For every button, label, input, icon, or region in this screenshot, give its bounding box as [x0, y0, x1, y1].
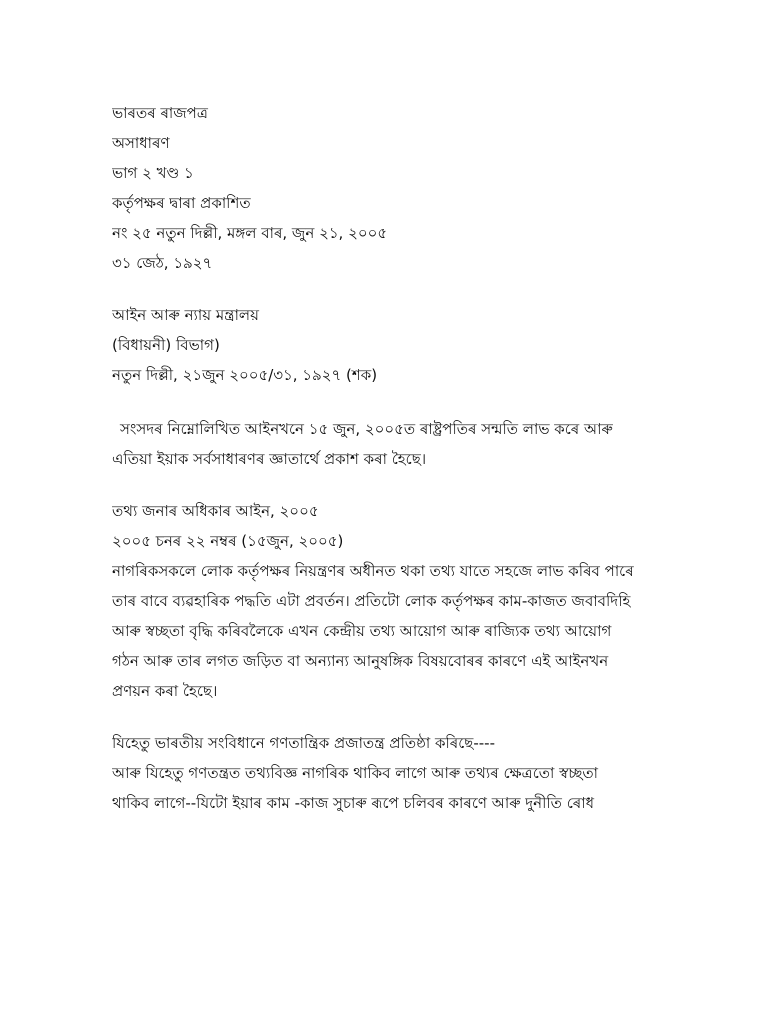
spacer: [112, 474, 728, 496]
spacer: [112, 390, 728, 414]
whereas-line: আৰু যিহেতু গণতন্ত্ৰত তথ্যবিজ্ঞ নাগৰিক থাকিব লাগে আৰু তথ্যৰ ক্ষেত্ৰতো স্বচ্ছতা: [112, 764, 599, 782]
whereas-line: থাকিব লাগে--যিটো ইয়াৰ কাম -কাজ সুচাৰু ৰূপে চলিবৰ কাৰণে আৰু দুনীতি ৰোধ: [112, 794, 594, 812]
act-title: তথ্য জনাৰ অধিকাৰ আইন, ২০০৫: [112, 502, 319, 520]
preamble-line: আৰু স্বচ্ছতা বৃদ্ধি কৰিবলৈকে এখন কেন্দ্ৰীয় তথ্য আয়োগ আৰু ৰাজ্যিক তথ্য আয়োগ: [112, 622, 612, 640]
ministry-name: আইন আৰু ন্যায় মন্ত্ৰালয়: [112, 306, 259, 324]
notice-line: এতিয়া ইয়াক সৰ্বসাধাৰণৰ জ্ঞাতাৰ্থে প্ৰকাশ কৰা হৈছে।: [112, 450, 427, 468]
published-by: কৰ্তৃপক্ষৰ দ্বাৰা প্ৰকাশিত: [112, 194, 251, 212]
saka-date: ৩১ জেঠ, ১৯২৭: [112, 254, 213, 272]
preamble-line: প্ৰণয়ন কৰা হৈছে।: [112, 682, 218, 700]
gazette-type: অসাধাৰণ: [112, 134, 170, 152]
gazette-title: ভাৰতৰ ৰাজপত্ৰ: [112, 104, 208, 122]
act-number: ২০০৫ চনৰ ২২ নম্বৰ (১৫জুন, ২০০৫): [112, 532, 344, 550]
issue-line: নং ২৫ নতুন দিল্লী, মঙ্গল বাৰ, জুন ২১, ২০০৫: [112, 224, 388, 242]
preamble-line: নাগৰিকসকলে লোক কৰ্তৃপক্ষৰ নিয়ন্ত্ৰণৰ অধীনত থকা তথ্য যাতে সহজে লাভ কৰিব পাৰে: [112, 562, 634, 580]
whereas-line: যিহেতু ভাৰতীয় সংবিধানে গণতান্ত্ৰিক প্ৰজাতন্ত্ৰ প্ৰতিষ্ঠা কৰিছে----: [112, 734, 496, 752]
notice-line: সংসদৰ নিম্নোলিখিত আইনখনে ১৫ জুন, ২০০৫ত ৰাষ্ট্ৰপতিৰ সন্মতি লাভ কৰে আৰু: [120, 420, 613, 438]
preamble-line: গঠন আৰু তাৰ লগত জড়িত বা অন্যান্য আনুষঙ্গিক বিষয়বোৰৰ কাৰণে এই আইনখন: [112, 652, 609, 670]
spacer: [112, 706, 728, 728]
ministry-place-date: নতুন দিল্লী, ২১জুন ২০০৫/৩১, ১৯২৭ (শক): [112, 366, 378, 384]
part-section: ভাগ ২ খণ্ড ১: [112, 164, 194, 182]
spacer: [112, 278, 728, 300]
ministry-department: (বিধায়নী) বিভাগ): [112, 336, 220, 354]
preamble-line: তাৰ বাবে ব্যৱহাৰিক পদ্ধতি এটা প্ৰবৰ্তন। প্ৰতিটো লোক কৰ্তৃপক্ষৰ কাম-কাজত জবাবদিহি: [112, 592, 631, 610]
